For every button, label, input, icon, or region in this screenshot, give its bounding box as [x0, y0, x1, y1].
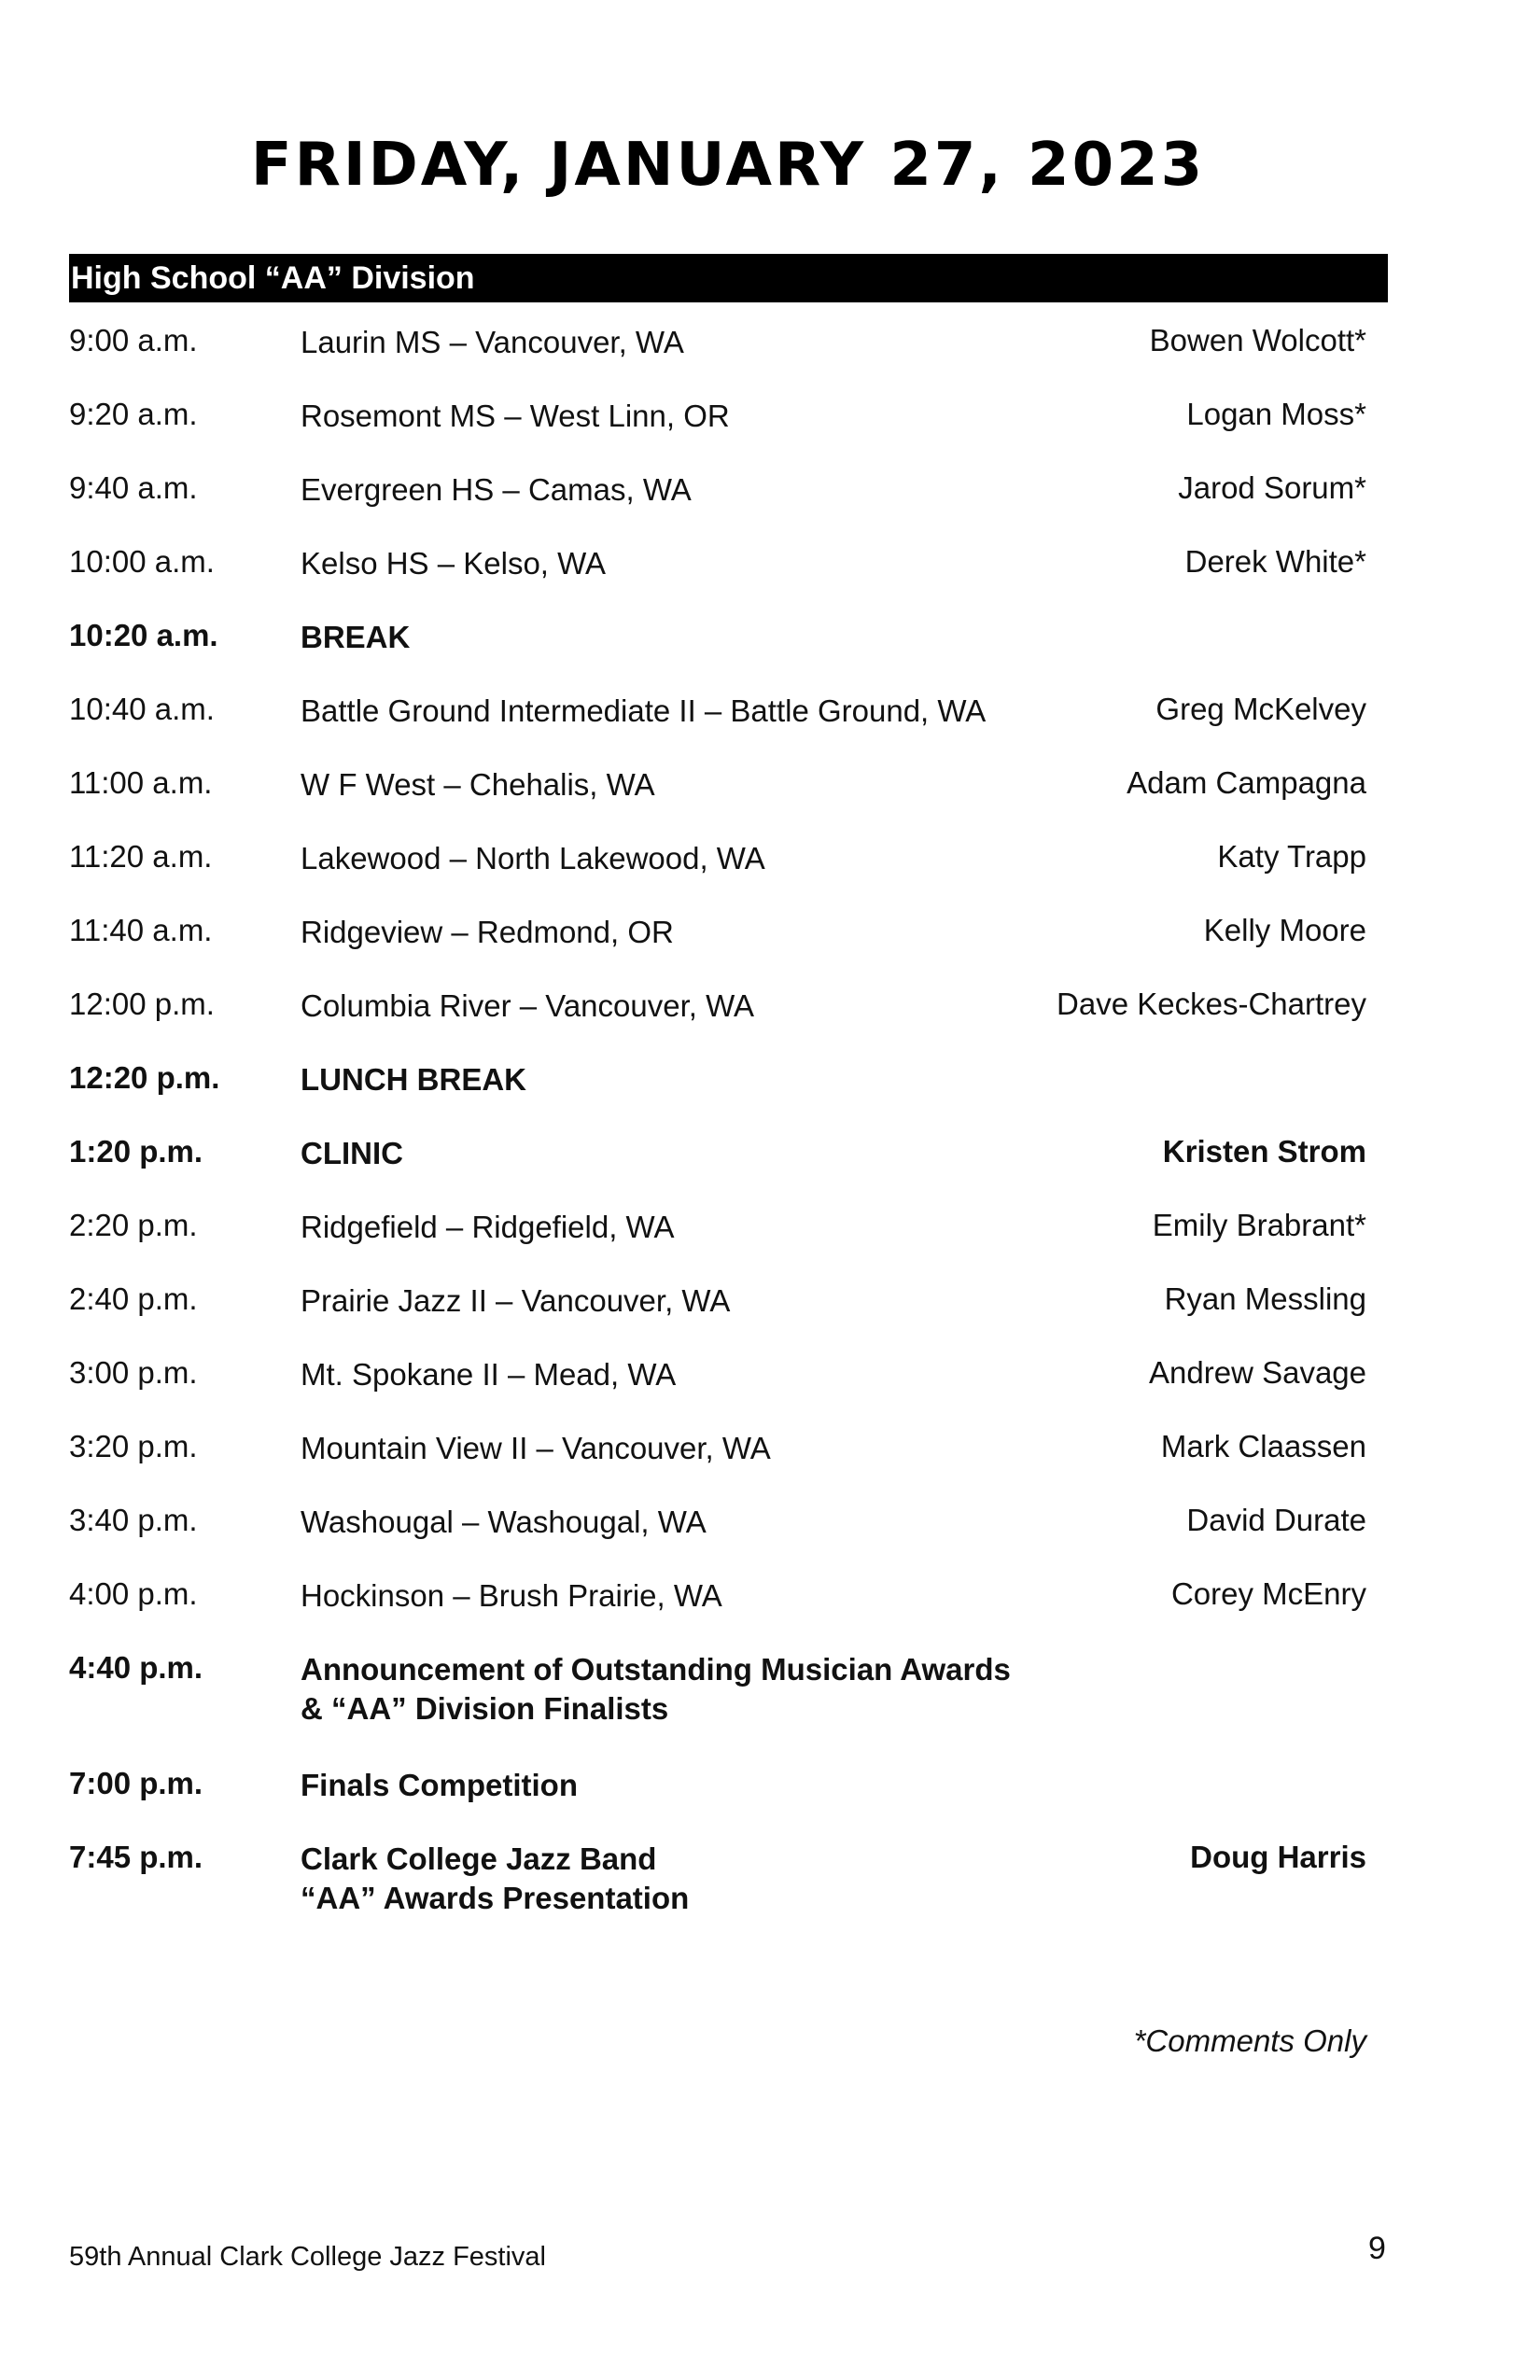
row-event-line2: & “AA” Division Finalists	[301, 1691, 669, 1726]
row-director: Kristen Strom	[1162, 1134, 1366, 1169]
row-event	[301, 1840, 1141, 1918]
row-director: David Durate	[1186, 1503, 1366, 1537]
row-time: 11:40 a.m.	[69, 913, 213, 947]
row-time: 10:20 a.m.	[69, 618, 218, 652]
row-time: 7:45 p.m.	[69, 1840, 203, 1874]
schedule-row	[69, 1491, 1366, 1565]
row-time: 7:00 p.m.	[69, 1766, 203, 1800]
row-event: Ridgefield – Ridgefield, WA	[301, 1210, 675, 1244]
schedule-row	[69, 312, 1366, 385]
row-event: Prairie Jazz II – Vancouver, WA	[301, 1283, 731, 1318]
row-event: Laurin MS – Vancouver, WA	[301, 325, 684, 359]
row-event: Mountain View II – Vancouver, WA	[301, 1431, 771, 1465]
row-director: Kelly Moore	[1203, 913, 1366, 947]
row-director: Adam Campagna	[1127, 765, 1366, 800]
row-director: Andrew Savage	[1149, 1355, 1366, 1390]
row-time: 2:20 p.m.	[69, 1208, 198, 1242]
schedule-row	[69, 385, 1366, 459]
row-time: 4:00 p.m.	[69, 1576, 198, 1611]
schedule-row	[69, 828, 1366, 902]
row-time: 10:00 a.m.	[69, 544, 215, 579]
row-event: W F West – Chehalis, WA	[301, 767, 655, 802]
row-time: 3:20 p.m.	[69, 1429, 198, 1463]
row-event: Mt. Spokane II – Mead, WA	[301, 1357, 677, 1392]
row-time: 9:00 a.m.	[69, 323, 198, 357]
row-time: 12:20 p.m.	[69, 1060, 220, 1095]
row-time: 4:40 p.m.	[69, 1650, 203, 1685]
row-director: Jarod Sorum*	[1178, 470, 1366, 505]
schedule-row-clinic	[69, 1123, 1366, 1197]
schedule-row	[69, 1344, 1366, 1418]
row-event	[301, 1650, 1141, 1729]
schedule-row	[69, 975, 1366, 1049]
row-director: Derek White*	[1184, 544, 1366, 579]
schedule-row	[69, 1270, 1366, 1344]
row-time: 9:40 a.m.	[69, 470, 198, 505]
row-director: Bowen Wolcott*	[1149, 323, 1366, 357]
schedule-row-awards	[69, 1828, 1366, 1944]
row-time: 9:20 a.m.	[69, 397, 198, 431]
row-event: Columbia River – Vancouver, WA	[301, 988, 755, 1023]
row-event: Rosemont MS – West Linn, OR	[301, 399, 730, 433]
row-event-line1: Announcement of Outstanding Musician Awards	[301, 1652, 1011, 1687]
row-event-line1: Clark College Jazz Band	[301, 1841, 657, 1876]
row-event: BREAK	[301, 620, 411, 654]
row-time: 3:00 p.m.	[69, 1355, 198, 1390]
comments-note: *Comments Only	[1133, 2023, 1366, 2058]
schedule-row	[69, 1197, 1366, 1270]
schedule-row	[69, 754, 1366, 828]
row-director: Doug Harris	[1190, 1840, 1366, 1874]
footer-text: 59th Annual Clark College Jazz Festival	[69, 2242, 546, 2272]
row-director: Ryan Messling	[1164, 1281, 1366, 1316]
row-time: 3:40 p.m.	[69, 1503, 198, 1537]
row-event: LUNCH BREAK	[301, 1062, 526, 1097]
page-number: 9	[1368, 2231, 1386, 2266]
row-time: 11:20 a.m.	[69, 839, 213, 874]
row-time: 12:00 p.m.	[69, 987, 215, 1021]
schedule-row	[69, 680, 1366, 754]
schedule-row	[69, 459, 1366, 533]
page-title: FRIDAY, JANUARY 27, 2023	[250, 131, 1206, 200]
row-time: 11:00 a.m.	[69, 765, 213, 800]
row-event: Battle Ground Intermediate II – Battle Ground, WA	[301, 693, 987, 728]
schedule-row-finals	[69, 1755, 1366, 1828]
row-director: Emily Brabrant*	[1152, 1208, 1366, 1242]
schedule-row	[69, 1565, 1366, 1639]
row-director: Mark Claassen	[1160, 1429, 1366, 1463]
row-event: Finals Competition	[301, 1768, 578, 1802]
schedule-row	[69, 1418, 1366, 1491]
row-time: 2:40 p.m.	[69, 1281, 198, 1316]
row-event: Kelso HS – Kelso, WA	[301, 546, 607, 581]
schedule-row-break	[69, 607, 1366, 680]
row-event: Ridgeview – Redmond, OR	[301, 915, 674, 949]
schedule-row	[69, 902, 1366, 975]
schedule-table	[69, 312, 1366, 1944]
row-director: Dave Keckes-Chartrey	[1057, 987, 1366, 1021]
row-event: Evergreen HS – Camas, WA	[301, 472, 692, 507]
row-time: 1:20 p.m.	[69, 1134, 203, 1169]
row-director: Logan Moss*	[1186, 397, 1366, 431]
row-time: 10:40 a.m.	[69, 692, 215, 726]
row-event: Lakewood – North Lakewood, WA	[301, 841, 765, 875]
row-director: Greg McKelvey	[1155, 692, 1366, 726]
schedule-row-announcement	[69, 1639, 1366, 1755]
row-event-line2: “AA” Awards Presentation	[301, 1881, 690, 1915]
row-event: Hockinson – Brush Prairie, WA	[301, 1578, 722, 1613]
row-director: Katy Trapp	[1217, 839, 1366, 874]
row-event: Washougal – Washougal, WA	[301, 1505, 707, 1539]
schedule-row	[69, 533, 1366, 607]
row-director: Corey McEnry	[1170, 1576, 1366, 1611]
row-event: CLINIC	[301, 1136, 403, 1170]
division-header: High School “AA” Division	[69, 254, 1388, 302]
schedule-row-lunch	[69, 1049, 1366, 1123]
